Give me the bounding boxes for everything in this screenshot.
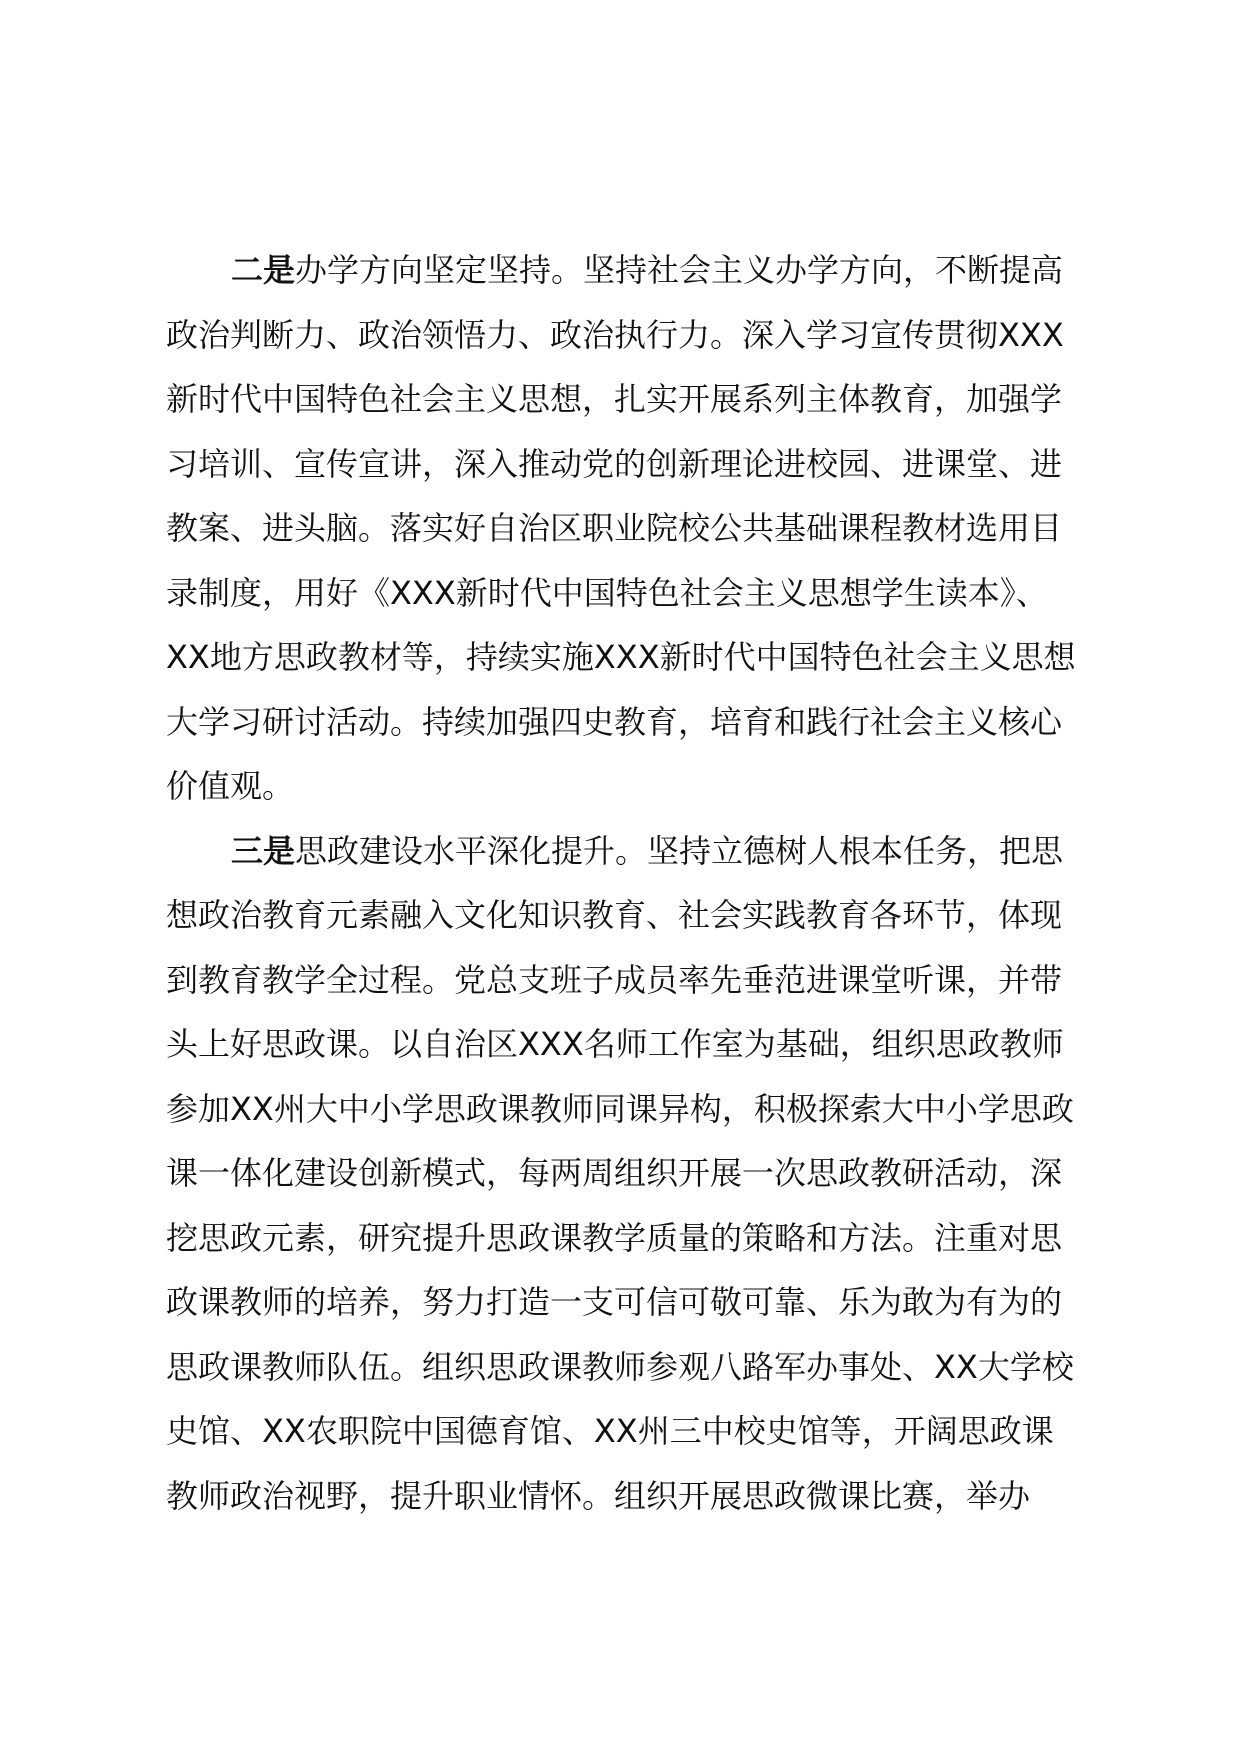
text-line: 教师政治视野，提升职业情怀。组织开展思政微课比赛，举办 (166, 1476, 1031, 1515)
paragraph-lead: 三是 (231, 831, 296, 870)
text-line: 挖思政元素，研究提升思政课教学质量的策略和方法。注重对思 (166, 1218, 1063, 1257)
text-line: XX地方思政教材等，持续实施XXX新时代中国特色社会主义思想 (166, 638, 1076, 676)
text-line: 思政课教师队伍。组织思政课教师参观八路军办事处、XX大学校 (166, 1347, 1074, 1386)
text-line: 课一体化建设创新模式，每两周组织开展一次思政教研活动，深 (166, 1154, 1063, 1192)
text-line: 录制度，用好《XXX新时代中国特色社会主义思想学生读本》、 (166, 573, 1048, 612)
body-text (166, 238, 1116, 1528)
text-line: 头上好思政课。以自治区XXX名师工作室为基础，组织思政教师 (166, 1025, 1064, 1063)
text-line: 政治判断力、政治领悟力、政治执行力。深入学习宣传贯彻XXX (166, 315, 1064, 354)
text-line: 新时代中国特色社会主义思想，扎实开展系列主体教育，加强学 (166, 380, 1063, 418)
text-line: 大学习研讨活动。持续加强四史教育，培育和践行社会主义核心 (166, 702, 1063, 741)
text-line: 教案、进头脑。落实好自治区职业院校公共基础课程教材选用目 (166, 509, 1063, 547)
paragraph-first-line (166, 238, 1116, 303)
text-line: 史馆、XX农职院中国德育馆、XX州三中校史馆等，开阔思政课 (166, 1412, 1054, 1450)
text-line: 政课教师的培养，努力打造一支可信可敬可靠、乐为敢为有为的 (166, 1283, 1063, 1321)
text-line: 办学方向坚定坚持。坚持社会主义办学方向，不断提高 (295, 251, 1064, 289)
paragraph-first-line (166, 819, 1116, 884)
text-line: 想政治教育元素融入文化知识教育、社会实践教育各环节，体现 (166, 896, 1063, 934)
text-line: 参加XX州大中小学思政课教师同课异构，积极探索大中小学思政 (166, 1089, 1074, 1128)
paragraph-lead: 二是 (231, 251, 296, 289)
paragraph-ideology (166, 819, 1116, 1529)
paragraph-direction (166, 238, 1116, 819)
text-line: 到教育教学全过程。党总支班子成员率先垂范进课堂听课，并带 (166, 960, 1063, 999)
text-line: 习培训、宣传宣讲，深入推动党的创新理论进校园、进课堂、进 (166, 444, 1063, 483)
text-line: 价值观。 (166, 767, 295, 805)
text-line: 思政建设水平深化提升。坚持立德树人根本任务，把思 (295, 831, 1064, 870)
